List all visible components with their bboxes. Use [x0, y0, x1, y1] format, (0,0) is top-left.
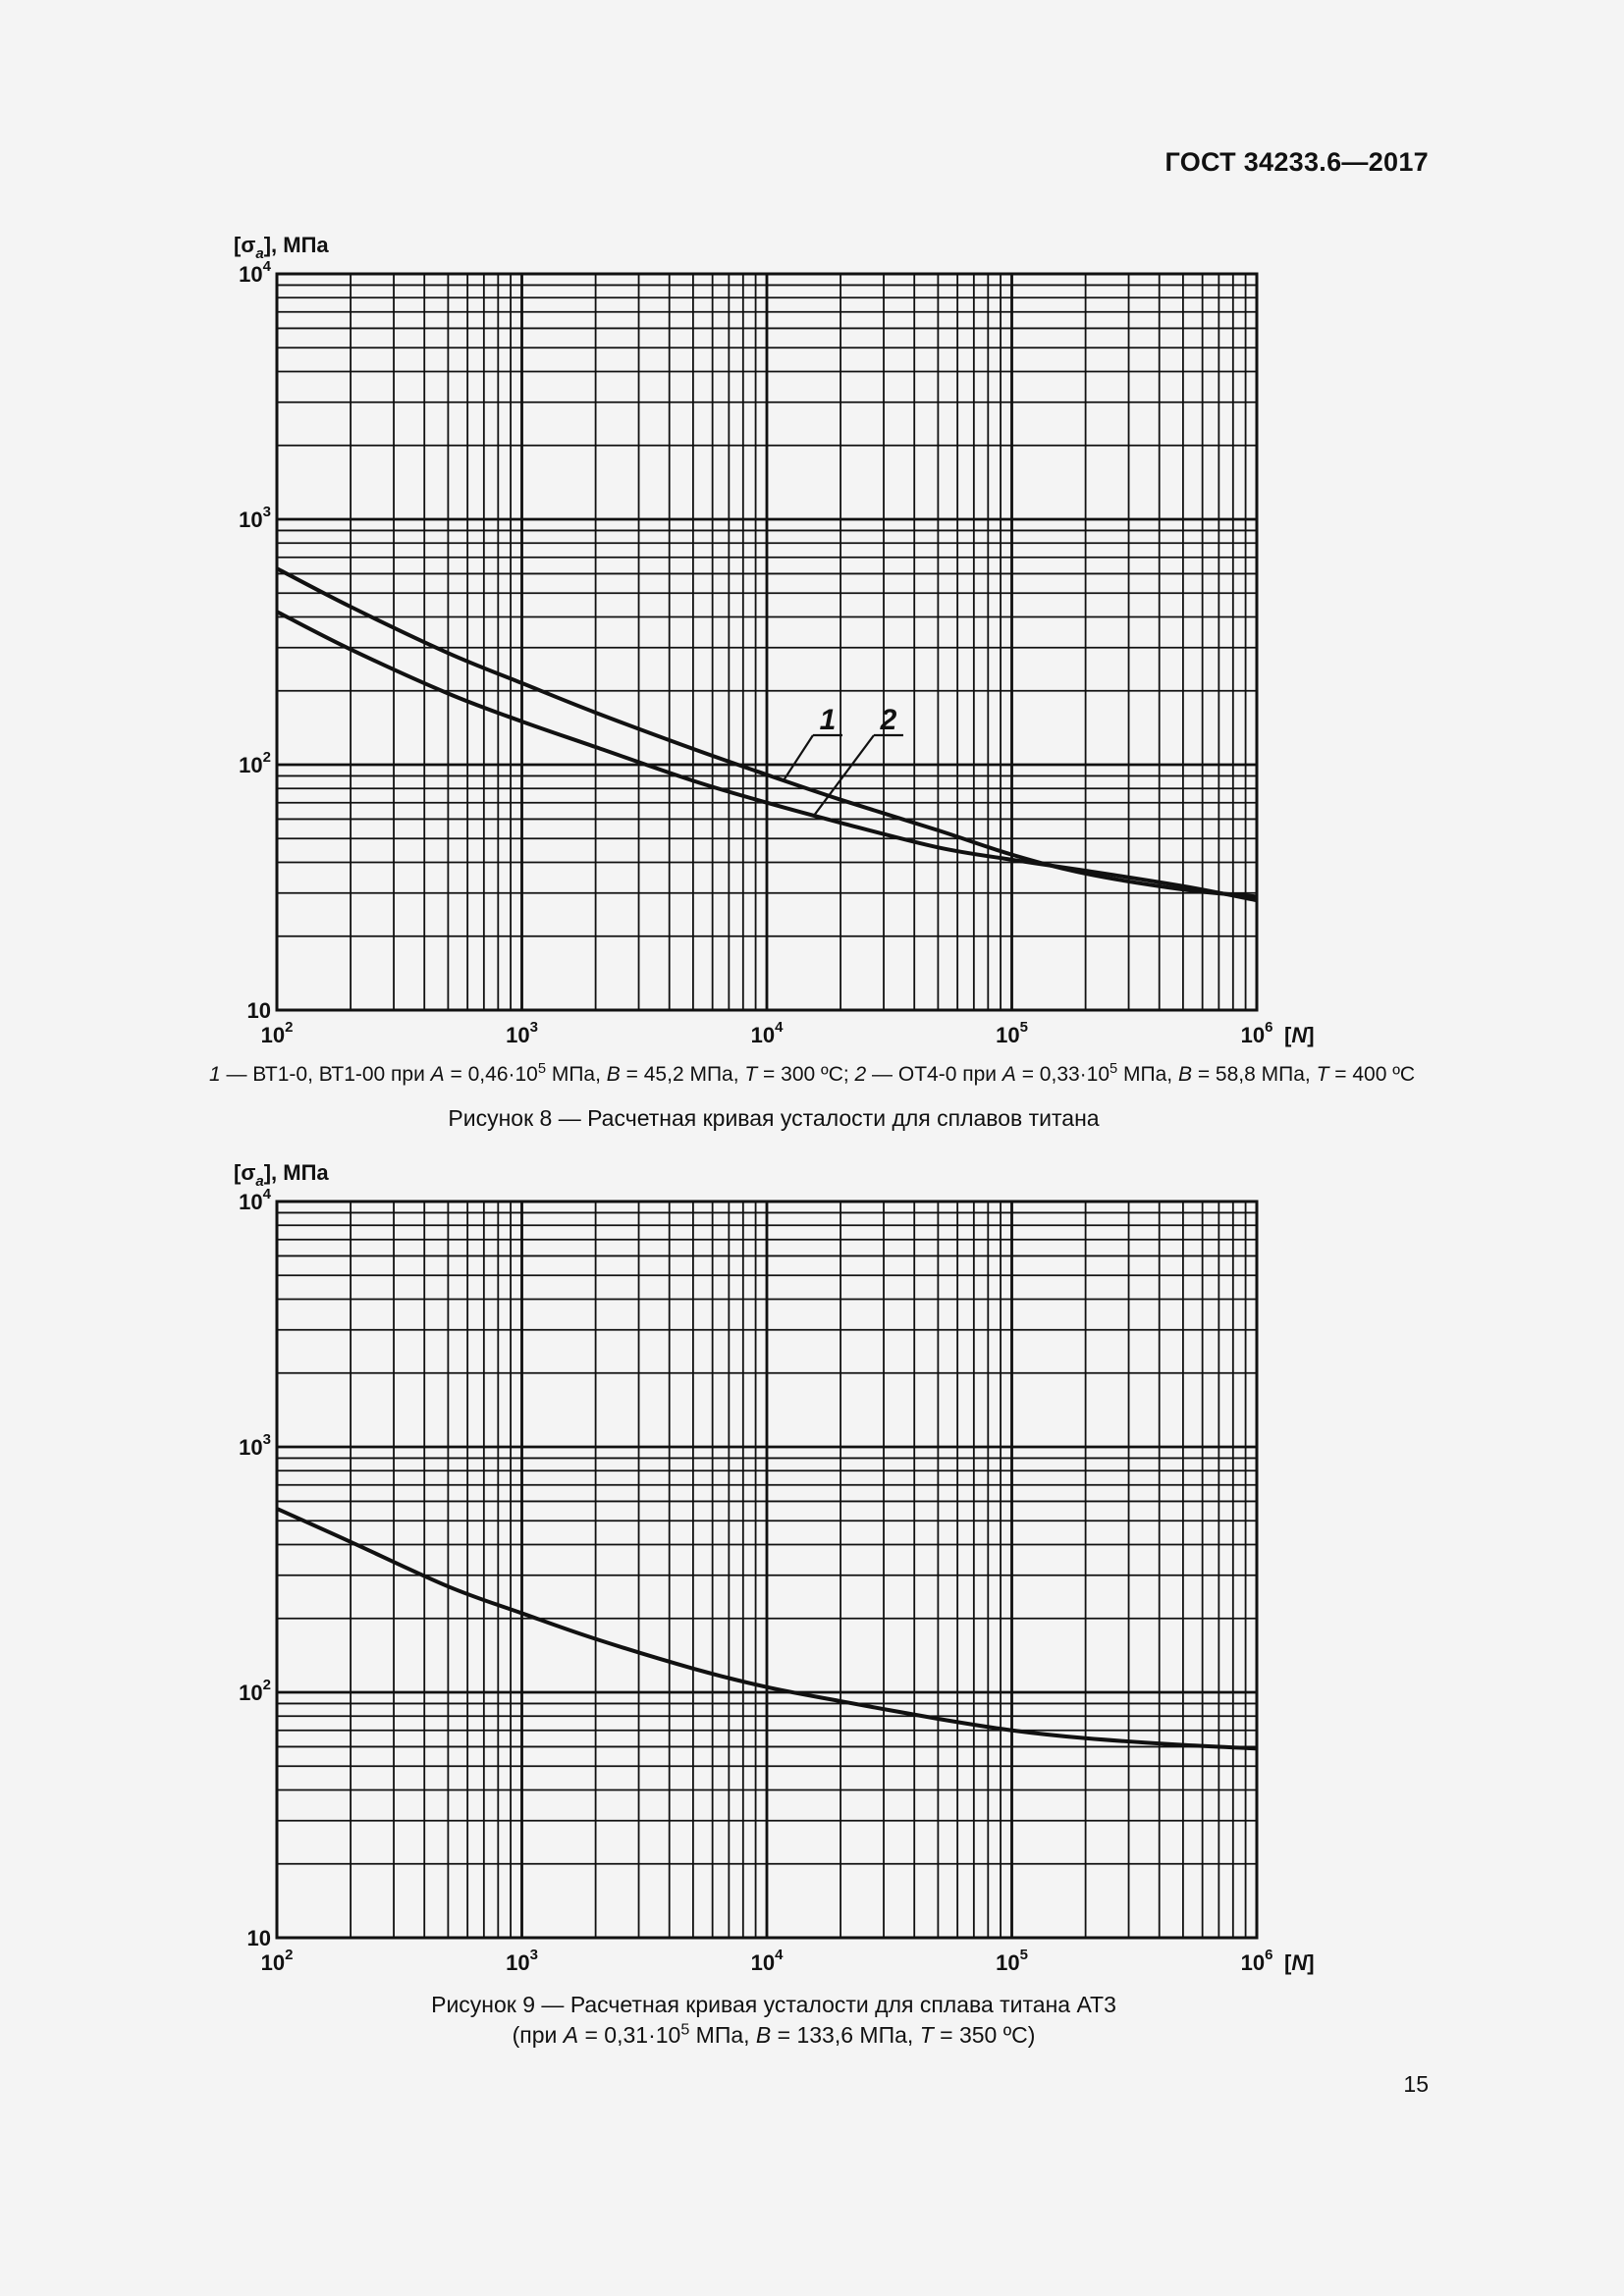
- figure-8-chart: [0, 211, 1375, 1055]
- figure-8-caption: Рисунок 8 — Расчетная кривая усталости для сплавов титана: [448, 1105, 1100, 1131]
- y-tick-label: $10^2$: [239, 1677, 271, 1705]
- x-tick-label: $10^5$: [996, 1019, 1028, 1047]
- y-tick-label: $10^3$: [239, 504, 271, 532]
- figure-8-legend: [0, 1063, 1624, 1087]
- grid: [277, 1201, 1257, 1938]
- y-tick-label: $10^4$: [239, 1186, 271, 1214]
- x-axis-label: [N]: [1284, 1023, 1315, 1047]
- x-tick-label: $10^6$: [1240, 1947, 1273, 1975]
- x-tick-label: $10^2$: [260, 1947, 294, 1975]
- y-tick-label: $10^3$: [239, 1431, 271, 1460]
- series-leader-line: [785, 735, 813, 779]
- y-tick-label: 10: [246, 1926, 271, 1950]
- x-tick-label: $10^3$: [506, 1947, 538, 1975]
- page-number: 15: [1403, 2071, 1429, 2097]
- series-label: 2: [880, 704, 897, 736]
- series-label: 1: [819, 704, 837, 736]
- x-tick-label: $10^3$: [506, 1019, 538, 1047]
- y-tick-label: 10: [246, 998, 271, 1023]
- figure-9-caption-line2: (при $A = 0,31\cdot 10^5$ МПа, B = 133,6 МПа, T = 350 ºС): [512, 2020, 1036, 2048]
- x-tick-label: $10^6$: [1240, 1019, 1273, 1047]
- y-tick-label: $10^4$: [239, 258, 271, 287]
- figure-9-caption: [0, 1990, 1547, 2051]
- x-tick-label: $10^4$: [750, 1947, 784, 1975]
- x-tick-label: $10^5$: [996, 1947, 1028, 1975]
- figure-9-caption-line1: Рисунок 9 — Расчетная кривая усталости для сплава титана АТ3: [431, 1992, 1116, 2017]
- y-tick-label: $10^2$: [239, 749, 271, 777]
- legend-item-1: 1 — ВТ1-0, ВТ1-00 при $A = 0,46\cdot 10^5$ МПа, B = 45,2 МПа, T = 300 ºС;: [208, 1061, 855, 1086]
- x-tick-label: $10^4$: [750, 1019, 784, 1047]
- figure-9-chart: [0, 1139, 1375, 1983]
- x-tick-label: $10^2$: [260, 1019, 294, 1047]
- y-axis-label: $[\sigma_a]$, МПа: [234, 233, 329, 262]
- y-axis-label: $[\sigma_a]$, МПа: [234, 1160, 329, 1190]
- legend-item-2: 2 — ОТ4-0 при $A = 0,33\cdot 10^5$ МПа, B = 58,8 МПа, T = 400 ºС: [854, 1061, 1416, 1086]
- x-axis-label: [N]: [1284, 1950, 1315, 1975]
- document-code: ГОСТ 34233.6—2017: [1164, 147, 1429, 177]
